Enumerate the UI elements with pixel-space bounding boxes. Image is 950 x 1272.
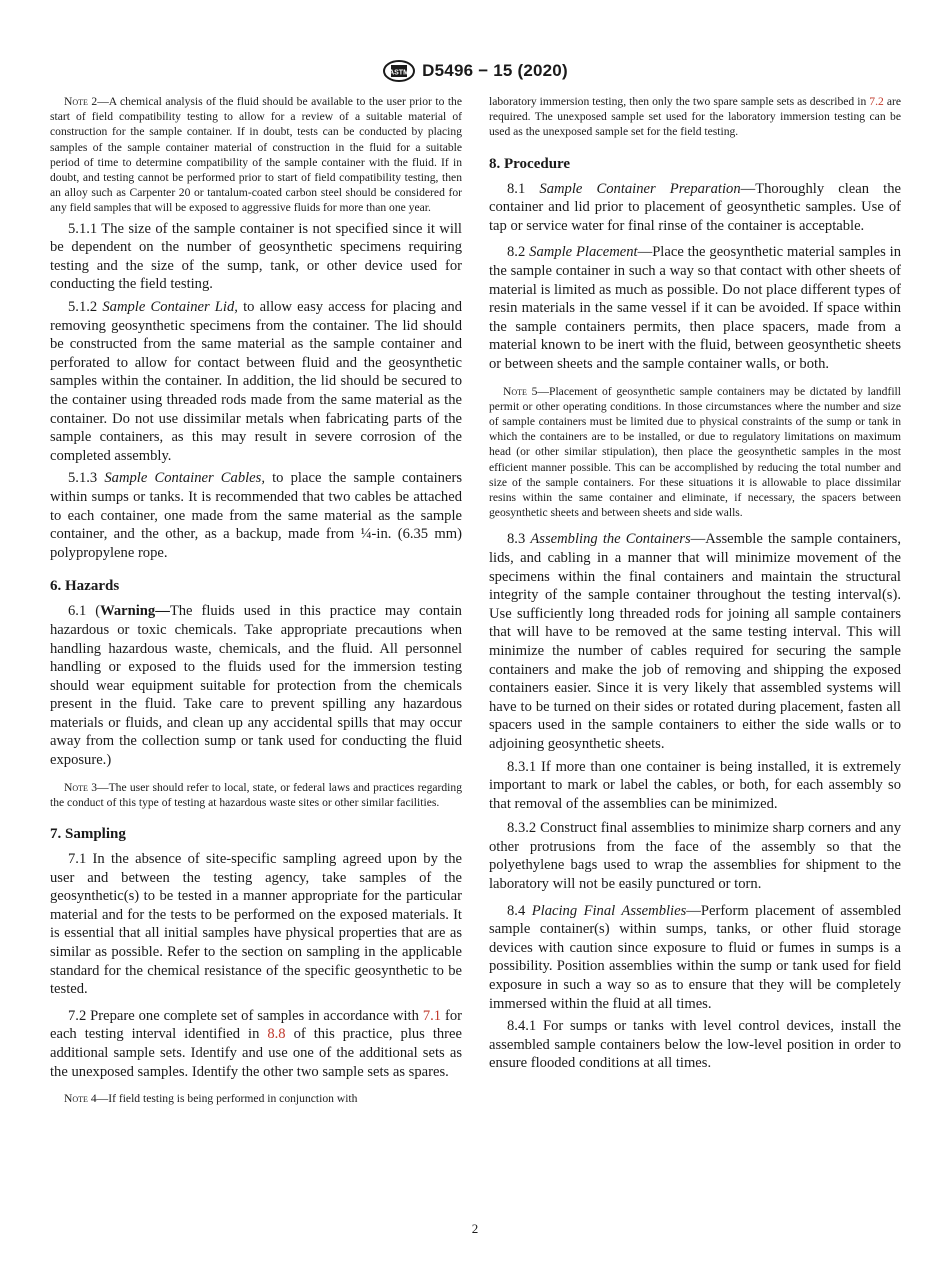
link-7-1[interactable]: 7.1 xyxy=(422,1007,442,1024)
note-2: Note 2—A chemical analysis of the fluid should be available to the user prior to the start of field compatibility testing to allow for a review of a suitable material of construction for the sample container. If in doubt, tests can be conducted by placing samples of the sample container material of construction in the fluid for a suitable period of time to determine compatibility of the sample container with the fluid. If in doubt, and testing cannot be performed prior to start of field compatibility testing, then an alloy such as Carpenter 20 or tantalum-coated carbon steel should be considered for any field samples that will be exposed to aggressive fluids for more than one year. xyxy=(50,95,463,215)
astm-logo-icon xyxy=(382,60,416,82)
note-4: Note 4—If field testing is being performed in conjunction with xyxy=(64,1092,358,1106)
heading-sampling: 7. Sampling xyxy=(50,826,126,843)
section-5-1-2: 5.1.2 Sample Container Lid, to allow easy access for placing and removing geosynthetic specimens from the container. The lid should be constructed from the same material as the sample container and perforated to allow for contact between fluid and the geosynthetic samples within the container. In addition, the lid should be secured to the container using threaded rods made from the same material as the container. Do not use dissimilar metals when fabricating parts of the sample containers, as this may result in severe corrosion of the completed assembly. xyxy=(50,299,462,464)
right-column xyxy=(489,94,901,1073)
section-8-1: 8.1 Sample Container Preparation—Thoroughly clean the container and lid prior to placement of geosynthetic samples. Use of tap or service water for final rinse of the container is acceptable. xyxy=(489,180,902,234)
link-8-8[interactable]: 8.8 xyxy=(267,1026,286,1043)
svg-text:ASTM: ASTM xyxy=(389,69,410,77)
section-8-4: 8.4 Placing Final Assemblies—Perform placement of assembled sample container(s) within sumps, tanks, or other fluid storage devices with caution since exposure to fluid or fumes in sumps is a possibility. Position assemblies within the sump or tank used for field exposure in such a way so as to ensure that they will be completely immersed within the fluid at all times. xyxy=(489,902,901,1012)
section-7-1: 7.1 In the absence of site-specific sampling agreed upon by the user and between the testing agency, take samples of the geosynthetic(s) to be tested in a manner appropriate for the particular material and for the tests to be performed on the exposed materials. It is essential that all initial samples have physical properties that are as similar as possible. Refer to the section on sampling in the applicable standard for the chemical resistance of the specific geosynthetic to be tested. xyxy=(50,851,462,998)
section-8-3-2: 8.3.2 Construct final assemblies to minimize sharp corners and any other protrusions from the face of the assembly so that the polyethylene bags used to wrap the assemblies for shipment to the laboratory will not be easily punctured or torn. xyxy=(489,820,901,893)
section-8-3: 8.3 Assembling the Containers—Assemble the sample containers, lids, and cabling in a manner that will minimize movement of the specimens within the final containers and maintain the structural integrity of the sample container throughout the testing interval(s). Use sufficiently long threaded rods for joining all sample containers that will have to be removed at the same testing interval. This will minimize the number of cables required for securing the sample containers and make the job of removing and shipping the exposed containers easier. Since it is very likely that assembled systems will have to be turned on their sides or rotated during placement, fasten all spacers used in the sample containers to either the side walls or to adjoining geosynthetic sheets. xyxy=(489,531,901,752)
heading-procedure: 8. Procedure xyxy=(489,155,571,172)
heading-hazards: 6. Hazards xyxy=(50,578,120,595)
note-3: Note 3—The user should refer to local, state, or federal laws and practices regarding the conduct of this type of testing at hazardous waste sites or other similar facilities. xyxy=(50,780,463,809)
note-4-continued: laboratory immersion testing, then only the two spare sample sets as described in 7.2 are required. The unexposed sample set used for the laboratory immersion testing can be used as the unexposed sample set for the field testing. xyxy=(489,95,901,139)
page-number: 2 xyxy=(471,1221,479,1236)
left-column xyxy=(50,94,462,1106)
link-7-2[interactable]: 7.2 xyxy=(869,95,884,108)
note-5: Note 5—Placement of geosynthetic sample containers may be dictated by landfill permit or other operating conditions. In those circumstances where the number and size of sample containers must be limited due to physical constraints of the sump or tank in which the containers are to be installed, or due to regulatory limitations on maximum head (or other similar stipulation), then place the geosynthetic samples in the most efficient manner possible. This can be accomplished by reducing the total number and size of the sample containers. For these situations it is allowable to place dissimilar resins within the same container and eliminate, if necessary, the spacers between geosynthetic sheets and between sheets and side walls. xyxy=(489,384,901,520)
section-6-1: 6.1 (Warning—The fluids used in this practice may contain hazardous or toxic chemicals. Take appropriate precautions when handling hazardous waste, chemicals, and the fluid. All personnel handling or exposed to the fluids used for the immersion testing should wear equipment suitable for protection from the chemicals present in the fluid. Take care to prevent spilling any hazardous materials or fluids, and clean up any accidental spills that may occur away from the collection sump or tank used for conducting the fluid exposure.) xyxy=(50,603,462,769)
document-id: D5496 − 15 (2020) xyxy=(422,61,568,80)
section-7-2: 7.2 Prepare one complete set of samples in accordance with 7.1 for each testing interval identified in 8.8 of this practice, plus three additional sample sets. Identify and use one of the additional sets as the unexposed samples. Identify the other two sample sets as spares. xyxy=(50,1007,462,1080)
section-8-3-1: 8.3.1 If more than one container is being installed, it is extremely important to mark or label the cables, or both, for each assembly so that removal of the assemblies can be minimized. xyxy=(489,758,901,812)
section-5-1-3: 5.1.3 Sample Container Cables, to place the sample containers within sumps or tanks. It is recommended that two cables be attached to each container, one made from the same material as the sample container, and the other, as a backup, made from ¼-in. (6.35 mm) polypropylene rope. xyxy=(50,470,462,561)
section-8-2: 8.2 Sample Placement—Place the geosynthetic material samples in the sample container in such a way so that contact with other sheets of material is limited as much as possible. Do not place different types of resin materials in the same vessel if it can be avoided. If space within the sample containers permits, then place spacers, made from a material known to be inert with the fluid, between geosynthetic sheets or between sheets and the sample container walls, or both. xyxy=(489,244,902,372)
section-5-1-1: 5.1.1 The size of the sample container is not specified since it will be dependent on the number of geosynthetic specimens requiring testing and the size of the sump, tank, or other device used for conducting the field testing. xyxy=(50,220,462,293)
section-8-4-1: 8.4.1 For sumps or tanks with level control devices, install the assembled sample containers below the low-level position in order to ensure flooded conditions at all times. xyxy=(489,1018,901,1072)
page-header xyxy=(0,58,950,84)
